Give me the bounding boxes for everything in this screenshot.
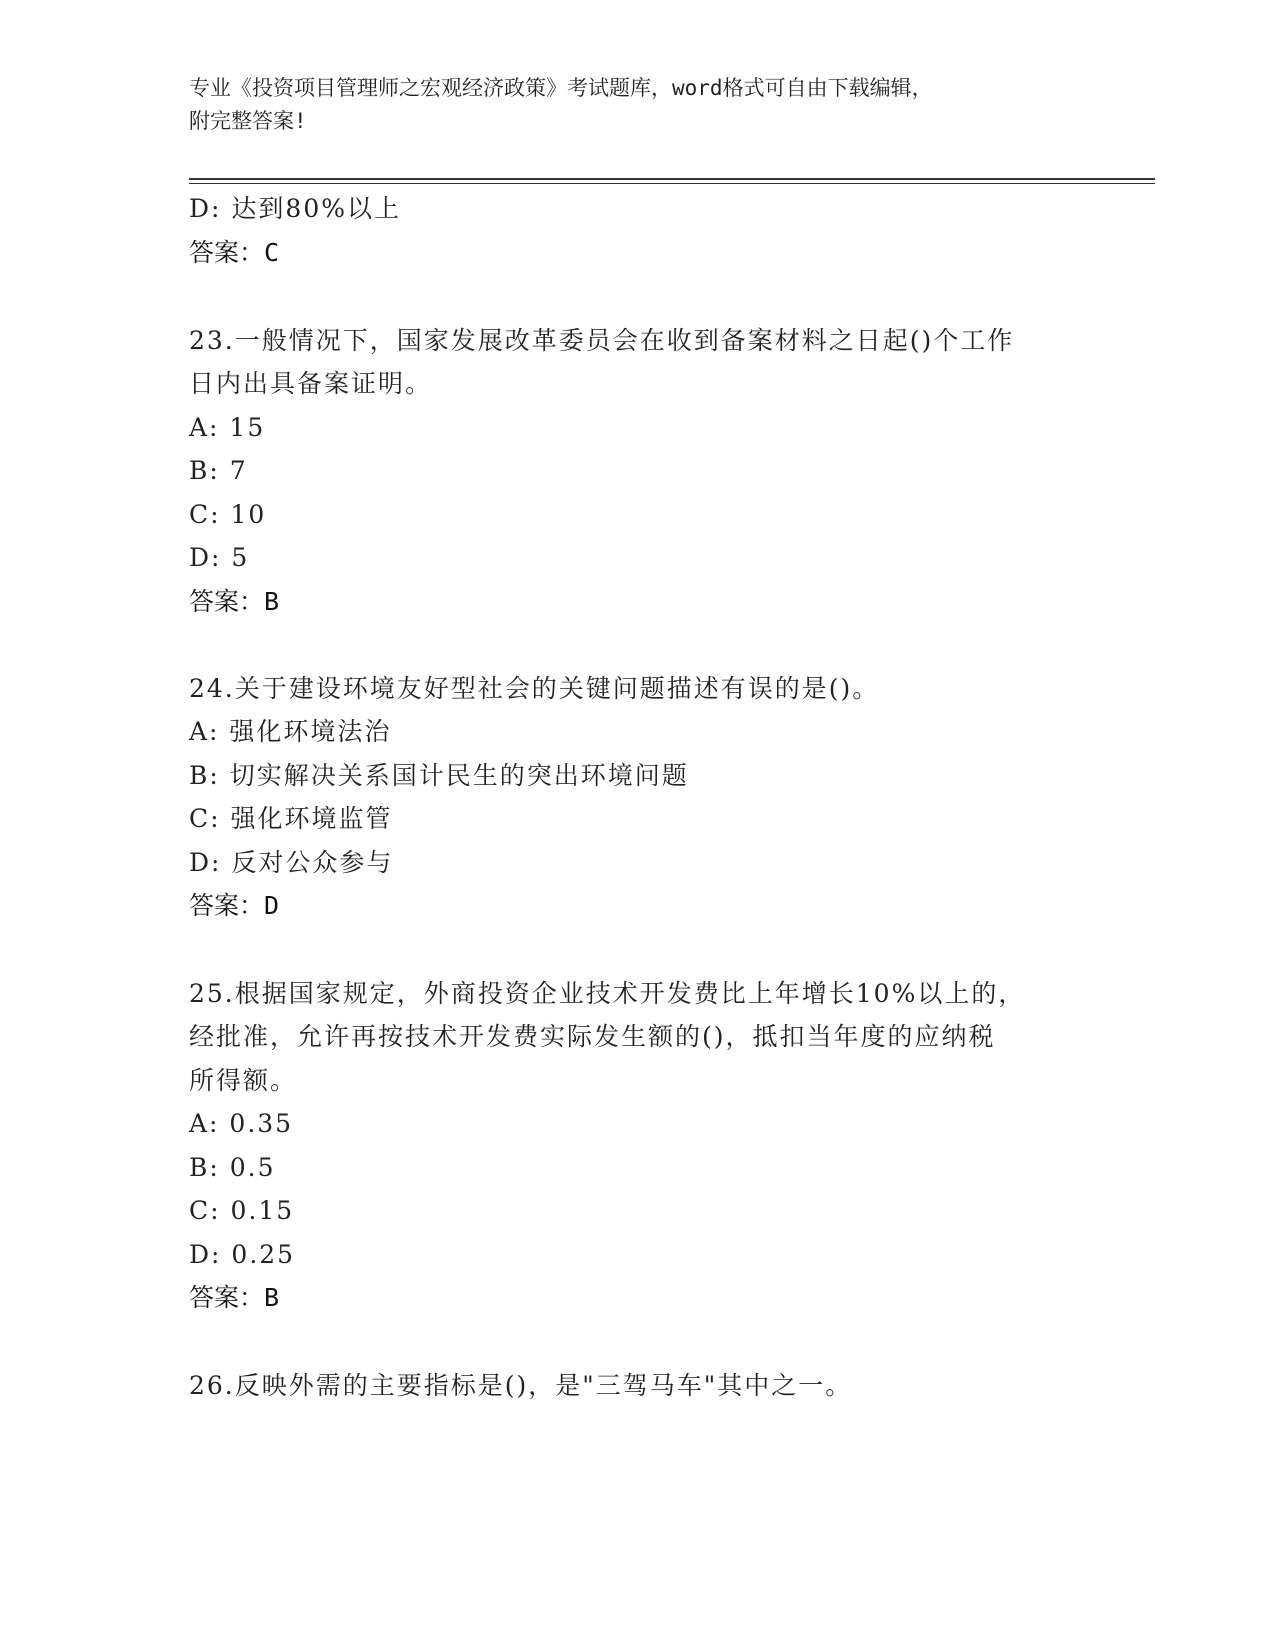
header-line-2: 附完整答案! <box>189 109 307 133</box>
q24-text-line-1: 24.关于建设环境友好型社会的关键问题描述有误的是()。 <box>189 674 880 703</box>
q24-option-a: A: 强化环境法治 <box>189 717 392 746</box>
q25-option-b: B: 0.5 <box>189 1153 276 1182</box>
q25-option-d: D: 0.25 <box>189 1240 296 1269</box>
q26-text-line-1: 26.反映外需的主要指标是()，是"三驾马车"其中之一。 <box>189 1371 853 1400</box>
q23-option-d: D: 5 <box>189 543 250 572</box>
q23-option-b: B: 7 <box>189 456 248 485</box>
q24-option-d: D: 反对公众参与 <box>189 848 394 877</box>
header-divider-thick <box>189 178 1155 180</box>
q25-text-line-2: 经批准，允许再按技术开发费实际发生额的()，抵扣当年度的应纳税 <box>189 1022 996 1051</box>
prev-answer: 答案：C <box>189 238 280 267</box>
q24-answer: 答案：D <box>189 891 280 920</box>
q25-option-a: A: 0.35 <box>189 1109 294 1138</box>
header-line-1: 专业《投资项目管理师之宏观经济政策》考试题库，word格式可自由下载编辑， <box>189 76 933 100</box>
q23-option-c: C: 10 <box>189 500 267 529</box>
q24-option-c: C: 强化环境监管 <box>189 804 393 833</box>
q24-option-b: B: 切实解决关系国计民生的突出环境问题 <box>189 761 689 790</box>
q23-option-a: A: 15 <box>189 413 266 442</box>
q25-answer: 答案：B <box>189 1283 280 1312</box>
q23-text-line-1: 23.一般情况下，国家发展改革委员会在收到备案材料之日起()个工作 <box>189 326 1015 355</box>
document-header <box>189 72 1069 138</box>
q23-answer: 答案：B <box>189 587 280 616</box>
q25-text-line-3: 所得额。 <box>189 1066 298 1095</box>
q25-option-c: C: 0.15 <box>189 1196 295 1225</box>
header-divider-thin <box>189 183 1155 184</box>
prev-option-d: D: 达到80%以上 <box>189 194 401 223</box>
q23-text-line-2: 日内出具备案证明。 <box>189 369 433 398</box>
q25-text-line-1: 25.根据国家规定，外商投资企业技术开发费比上年增长10%以上的， <box>189 979 1026 1008</box>
